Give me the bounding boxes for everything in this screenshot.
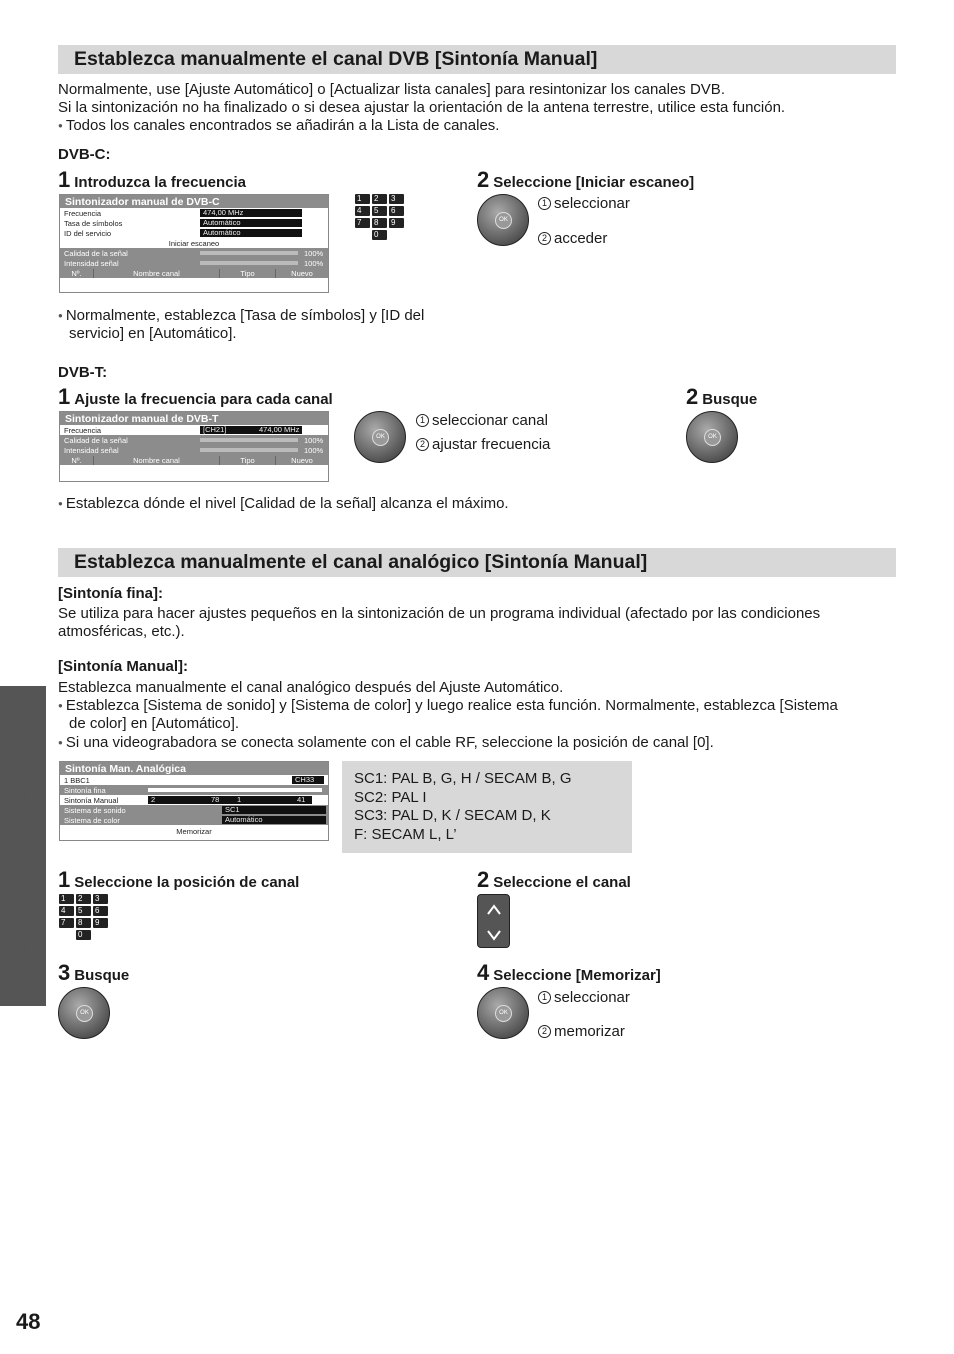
- ok-button[interactable]: OK: [372, 429, 389, 446]
- analog-menu-title: Sintonía Man. Analógica: [60, 762, 328, 775]
- col-new: Nuevo: [291, 268, 313, 278]
- dvbc-note-2: servicio] en [Automático].: [69, 325, 237, 342]
- analog-step4: 4 Seleccione [Memorizar]: [477, 960, 661, 985]
- analog-select-label: 1 seleccionar: [538, 989, 630, 1006]
- start-scan: Iniciar escaneo: [168, 238, 220, 248]
- quality-label: Calidad de la señal: [64, 248, 128, 258]
- t-quality-label: Calidad de la señal: [64, 435, 128, 445]
- freq-value: 474,00 MHz: [200, 209, 302, 217]
- dpad-analog-memorize[interactable]: [477, 987, 529, 1039]
- dvb-intro-1: Normalmente, use [Ajuste Automático] o [Actualizar lista canales] para resintonizar los canales DVB.: [58, 81, 725, 98]
- t-freq-label: Frecuencia: [64, 425, 102, 435]
- chevron-up-icon: [478, 895, 511, 949]
- t-col-new: Nuevo: [291, 455, 313, 465]
- analog-menu: [59, 761, 329, 841]
- a-fine-label: Sintonía fina: [64, 785, 106, 795]
- section-dvb-title: Establezca manualmente el canal DVB [Sintonía Manual]: [58, 45, 896, 74]
- t-quality-bar: [200, 438, 298, 442]
- key-8[interactable]: 8: [372, 218, 387, 228]
- fine-text-1: Se utiliza para hacer ajustes pequeños en la sintonización de un programa individual (afectado por las condiciones: [58, 605, 821, 622]
- rate-value: Automático: [200, 219, 302, 227]
- dvbt-menu-title: Sintonizador manual de DVB-T: [60, 412, 328, 425]
- system-f: F: SECAM L, L’: [354, 825, 457, 843]
- dvbc-select-label: 1 seleccionar: [538, 195, 630, 212]
- dvbt-step1: 1 Ajuste la frecuencia para cada canal: [58, 384, 333, 409]
- key-4[interactable]: 4: [355, 206, 370, 216]
- dvbc-step2: 2 Seleccione [Iniciar escaneo]: [477, 167, 695, 192]
- t-freq-ch: [CH21]: [200, 426, 256, 434]
- dvbc-menu-title: Sintonizador manual de DVB-C: [60, 195, 328, 208]
- ok-button[interactable]: OK: [76, 1005, 93, 1022]
- key-2[interactable]: 2: [76, 894, 91, 904]
- key-7[interactable]: 7: [59, 918, 74, 928]
- t-freq-value: 474,00 MHz: [256, 426, 302, 434]
- page-number: 48: [16, 1309, 41, 1334]
- manual-label: [Sintonía Manual]:: [58, 658, 188, 675]
- manual-bullet-2: ● Si una videograbadora se conecta solamente con el cable RF, seleccione la posición de canal [0].: [58, 734, 714, 752]
- strength-label: Intensidad señal: [64, 258, 119, 268]
- t-col-no: Nº.: [60, 456, 94, 465]
- key-2[interactable]: 2: [372, 194, 387, 204]
- analog-step1: 1 Seleccione la posición de canal: [58, 867, 300, 892]
- dvb-intro-2: Si la sintonización no ha finalizado o si desea ajustar la orientación de la antena terrestre, utilice esta función.: [58, 99, 786, 116]
- analog-step2: 2 Seleccione el canal: [477, 867, 631, 892]
- col-no: Nº.: [60, 269, 94, 278]
- channel-up-down-button[interactable]: [477, 894, 510, 948]
- quality-value: 100%: [304, 248, 324, 258]
- a-color-value: Automático: [222, 816, 326, 824]
- fine-text-2: atmosféricas, etc.).: [58, 623, 185, 640]
- dvbc-step1: 1 Introduzca la frecuencia: [58, 167, 246, 192]
- strength-bar: [200, 261, 298, 265]
- side-label: Sintonización y edición de canales: [15, 726, 32, 991]
- a-memorize: Memorizar: [176, 826, 212, 836]
- key-6[interactable]: 6: [389, 206, 404, 216]
- a-ch-label: 1 BBC1: [64, 775, 90, 785]
- dpad-dvbt[interactable]: [354, 411, 406, 463]
- t-quality-value: 100%: [304, 435, 324, 445]
- dpad-dvbc[interactable]: [477, 194, 529, 246]
- key-8[interactable]: 8: [76, 918, 91, 928]
- dvb-intro-3: ● Todos los canales encontrados se añadirán a la Lista de canales.: [58, 117, 499, 135]
- a-sound-value: SC1: [222, 806, 326, 814]
- system-sc1: SC1: PAL B, G, H / SECAM B, G: [354, 770, 572, 787]
- freq-label: Frecuencia: [64, 208, 102, 218]
- ok-button[interactable]: OK: [495, 212, 512, 229]
- system-sc3: SC3: PAL D, K / SECAM D, K: [354, 807, 551, 824]
- dvbt-note: ● Establezca dónde el nivel [Calidad de la señal] alcanza el máximo.: [58, 495, 509, 513]
- dvbc-enter-label: 2 acceder: [538, 230, 607, 247]
- t-strength-label: Intensidad señal: [64, 445, 119, 455]
- a-fine-bar: [148, 788, 322, 792]
- key-3[interactable]: 3: [389, 194, 404, 204]
- key-0[interactable]: 0: [76, 930, 91, 940]
- a-ch-value: CH33: [292, 776, 324, 784]
- dvbt-label: DVB-T:: [58, 364, 108, 381]
- a-sound-label: Sistema de sonido: [64, 805, 126, 815]
- keypad-dvbc: [355, 194, 404, 240]
- a-color-label: Sistema de color: [64, 815, 120, 825]
- t-col-type: Tipo: [220, 456, 276, 465]
- color-systems-box: [342, 761, 632, 853]
- dvbt-adjust-label: 2 ajustar frecuencia: [416, 436, 550, 453]
- dvbc-note: ● Normalmente, establezca [Tasa de símbolos] y [ID del: [58, 307, 424, 325]
- key-7[interactable]: 7: [355, 218, 370, 228]
- t-col-name: Nombre canal: [94, 456, 220, 465]
- key-5[interactable]: 5: [372, 206, 387, 216]
- section-analog-title: Establezca manualmente el canal analógico [Sintonía Manual]: [58, 548, 896, 577]
- dvbt-select-label: 1 seleccionar canal: [416, 412, 548, 429]
- key-4[interactable]: 4: [59, 906, 74, 916]
- key-0[interactable]: 0: [372, 230, 387, 240]
- key-1[interactable]: 1: [355, 194, 370, 204]
- dvbt-step2: 2 Busque: [686, 384, 758, 409]
- col-name: Nombre canal: [94, 269, 220, 278]
- a-manual-v3: 1: [234, 796, 294, 804]
- fine-label: [Sintonía fina]:: [58, 585, 163, 602]
- key-3[interactable]: 3: [93, 894, 108, 904]
- manual-bullet-1: ● Establezca [Sistema de sonido] y [Sistema de color] y luego realice esta función. Normalmente, establezca [Sistema: [58, 697, 838, 715]
- dpad-analog-search[interactable]: [58, 987, 110, 1039]
- rate-label: Tasa de símbolos: [64, 218, 123, 228]
- dvbc-label: DVB-C:: [58, 146, 111, 163]
- a-manual-v2: 78: [208, 796, 234, 804]
- key-5[interactable]: 5: [76, 906, 91, 916]
- t-strength-value: 100%: [304, 445, 324, 455]
- manual-bullet-1b: de color] en [Automático].: [69, 715, 240, 732]
- system-sc2: SC2: PAL I: [354, 788, 427, 806]
- dvbt-menu: [59, 411, 329, 482]
- a-manual-v1: 2: [148, 796, 208, 804]
- dvbc-menu: [59, 194, 329, 293]
- id-label: ID del servicio: [64, 228, 112, 238]
- dpad-dvbt-search[interactable]: [686, 411, 738, 463]
- quality-bar: [200, 251, 298, 255]
- key-6[interactable]: 6: [93, 906, 108, 916]
- id-value: Automático: [200, 229, 302, 237]
- a-manual-v4: 41: [294, 796, 312, 804]
- key-1[interactable]: 1: [59, 894, 74, 904]
- analog-step3: 3 Busque: [58, 960, 130, 985]
- manual-text: Establezca manualmente el canal analógico después del Ajuste Automático.: [58, 679, 564, 696]
- ok-button[interactable]: OK: [495, 1005, 512, 1022]
- strength-value: 100%: [304, 258, 324, 268]
- ok-button[interactable]: OK: [704, 429, 721, 446]
- t-strength-bar: [200, 448, 298, 452]
- col-type: Tipo: [220, 269, 276, 278]
- key-9[interactable]: 9: [93, 918, 108, 928]
- keypad-analog: [59, 894, 108, 940]
- a-manual-label: Sintonía Manual: [64, 795, 119, 805]
- analog-memorize-label: 2 memorizar: [538, 1023, 625, 1040]
- key-9[interactable]: 9: [389, 218, 404, 228]
